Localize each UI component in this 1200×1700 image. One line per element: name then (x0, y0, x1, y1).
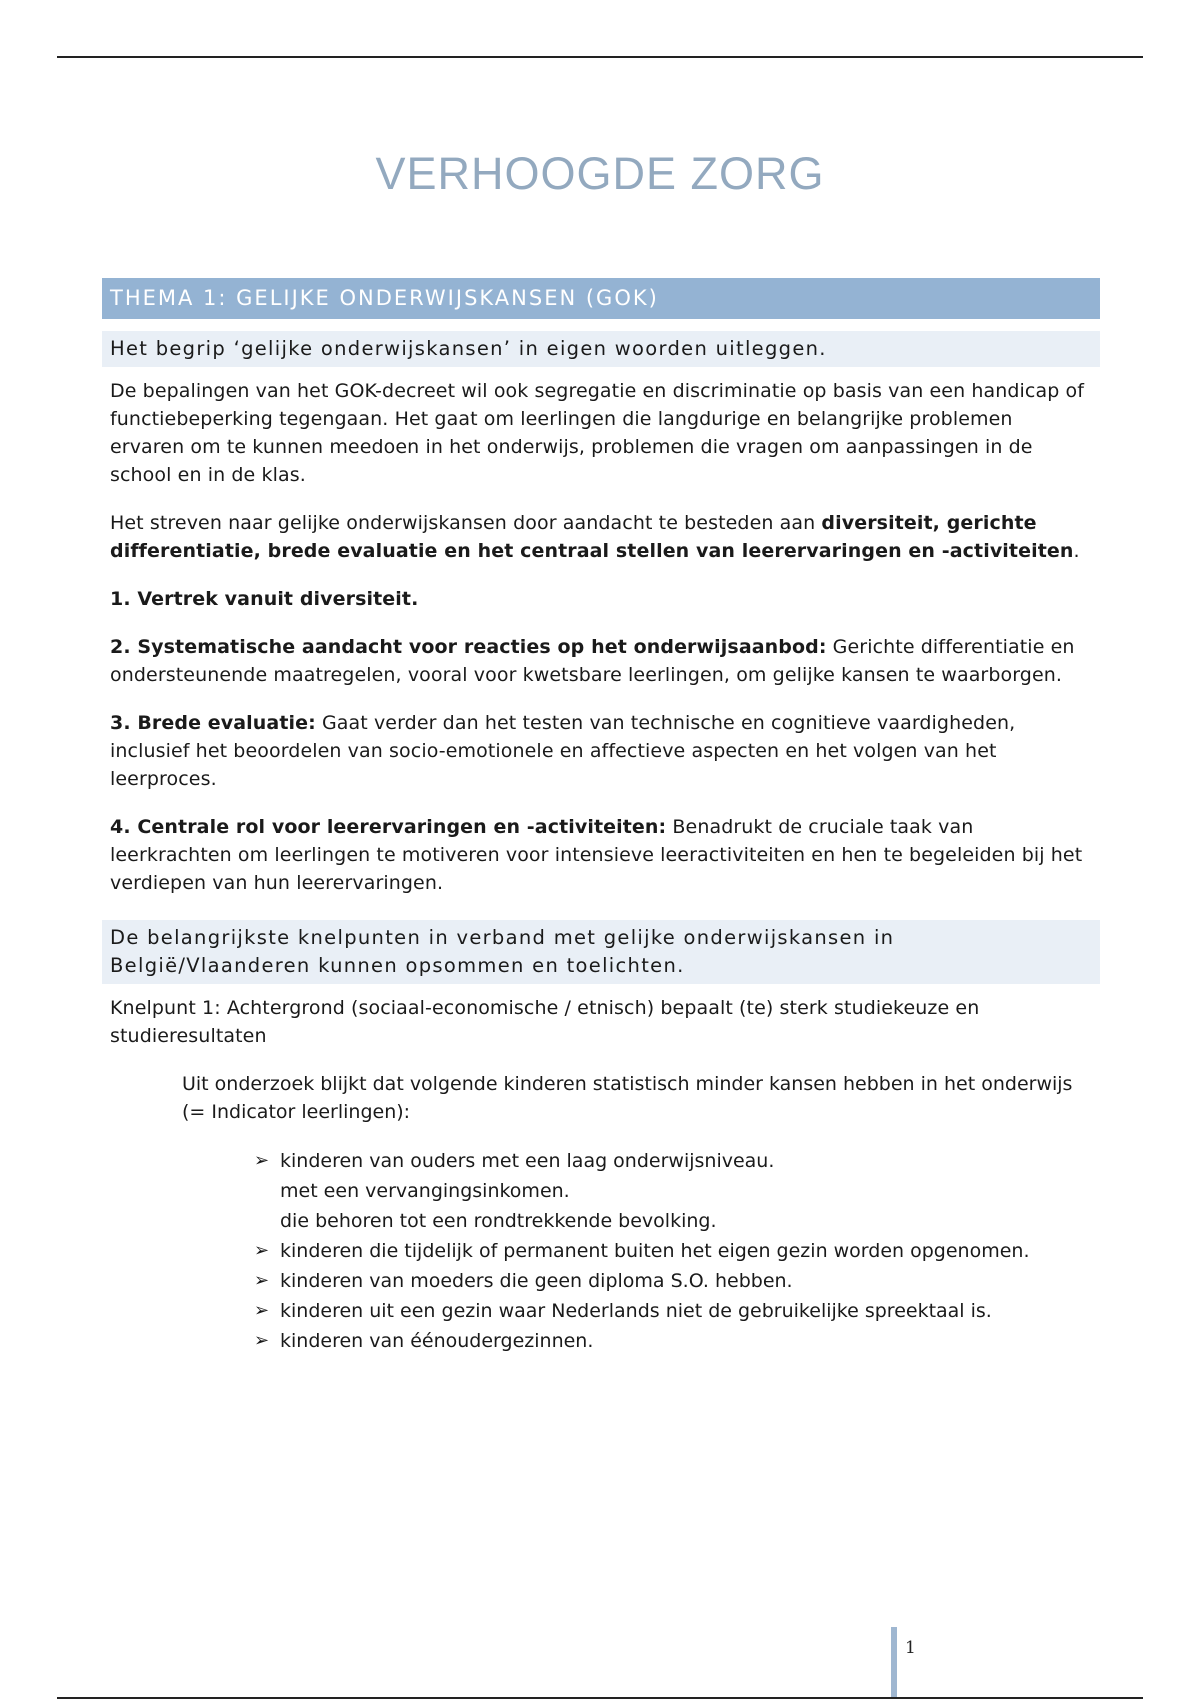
list-item-text: kinderen van éénoudergezinnen. (280, 1330, 594, 1352)
section1-heading: Het begrip ‘gelijke onderwijskansen’ in eigen woorden uitleggen. (102, 331, 1100, 367)
arrow-bullet-icon: ➢ (254, 1300, 270, 1321)
list-item-text: kinderen van ouders met een laag onderwijsniveau. (280, 1150, 775, 1172)
document-title: VERHOOGDE ZORG (375, 148, 825, 199)
indicator-list (102, 1146, 1100, 1356)
point-3-text: Gaat verder dan het testen van technische en cognitieve vaardigheden, inclusief het beoordelen van socio-emotionele en affectieve aspecten en het volgen van het leerproces. (110, 712, 1016, 790)
list-item (254, 1326, 1100, 1356)
point-4 (102, 813, 1100, 897)
list-item-text: kinderen van moeders die geen diploma S.O. hebben. (280, 1270, 793, 1292)
list-item-text: kinderen die tijdelijk of permanent buiten het eigen gezin worden opgenomen. (280, 1240, 1030, 1262)
footer-rule (57, 1697, 1143, 1699)
point-3 (102, 709, 1100, 793)
list-item (254, 1146, 1100, 1176)
knelpunt-1: Knelpunt 1: Achtergrond (sociaal-economische / etnisch) bepaalt (te) sterk studiekeuze en studieresultaten (110, 997, 980, 1047)
section1-paragraph-2 (102, 509, 1100, 565)
page-number-bar (891, 1627, 897, 1699)
indicator-intro: Uit onderzoek blijkt dat volgende kinderen statistisch minder kansen hebben in het onderwijs (= Indicator leerlingen): (182, 1073, 1073, 1123)
theme-heading: THEMA 1: GELIJKE ONDERWIJSKANSEN (GOK) (102, 278, 1100, 319)
point-2 (102, 633, 1100, 689)
point-2-text: Gerichte differentiatie en ondersteunende maatregelen, vooral voor kwetsbare leerlingen, om gelijke kansen te waarborgen. (110, 636, 1075, 686)
list-item (254, 1236, 1100, 1266)
section1-paragraph-1: De bepalingen van het GOK-decreet wil ook segregatie en discriminatie op basis van een handicap of functiebeperking tegengaan. Het gaat om leerlingen die langdurige en belangrijke problemen ervaren om te kunnen meedoen in het onderwijs, problemen die vragen om aanpassingen in de school en in de klas. (110, 380, 1085, 486)
point-1 (102, 585, 1100, 613)
page-number: 1 (905, 1638, 916, 1658)
document-body (102, 278, 1100, 1356)
arrow-bullet-icon: ➢ (254, 1150, 270, 1171)
list-item (254, 1266, 1100, 1296)
arrow-bullet-icon: ➢ (254, 1330, 270, 1351)
list-item-text: kinderen uit een gezin waar Nederlands niet de gebruikelijke spreektaal is. (280, 1300, 992, 1322)
point-1-title: 1. Vertrek vanuit diversiteit. (110, 588, 419, 610)
paragraph-2-end: . (1073, 540, 1080, 562)
point-3-title: 3. Brede evaluatie: (110, 712, 316, 734)
arrow-bullet-icon: ➢ (254, 1270, 270, 1291)
point-2-title: 2. Systematische aandacht voor reacties op het onderwijsaanbod: (110, 636, 827, 658)
section2-heading: De belangrijkste knelpunten in verband met gelijke onderwijskansen in België/Vlaanderen kunnen opsommen en toelichten. (102, 920, 1100, 984)
arrow-bullet-icon: ➢ (254, 1240, 270, 1261)
paragraph-2-bold: diversiteit, gerichte differentiatie, brede evaluatie en het centraal stellen van leerervaringen en -activiteiten (110, 512, 1074, 562)
list-item-continuation: die behoren tot een rondtrekkende bevolking. (280, 1210, 717, 1232)
point-4-text: Benadrukt de cruciale taak van leerkrachten om leerlingen te motiveren voor intensieve leeractiviteiten en hen te begeleiden bij het verdiepen van hun leerervaringen. (110, 816, 1083, 894)
header-rule (57, 56, 1143, 58)
point-4-title: 4. Centrale rol voor leerervaringen en -activiteiten: (110, 816, 667, 838)
paragraph-2-start: Het streven naar gelijke onderwijskansen door aandacht te besteden aan (110, 512, 822, 534)
list-item (254, 1296, 1100, 1326)
list-item-continuation: met een vervangingsinkomen. (280, 1180, 570, 1202)
